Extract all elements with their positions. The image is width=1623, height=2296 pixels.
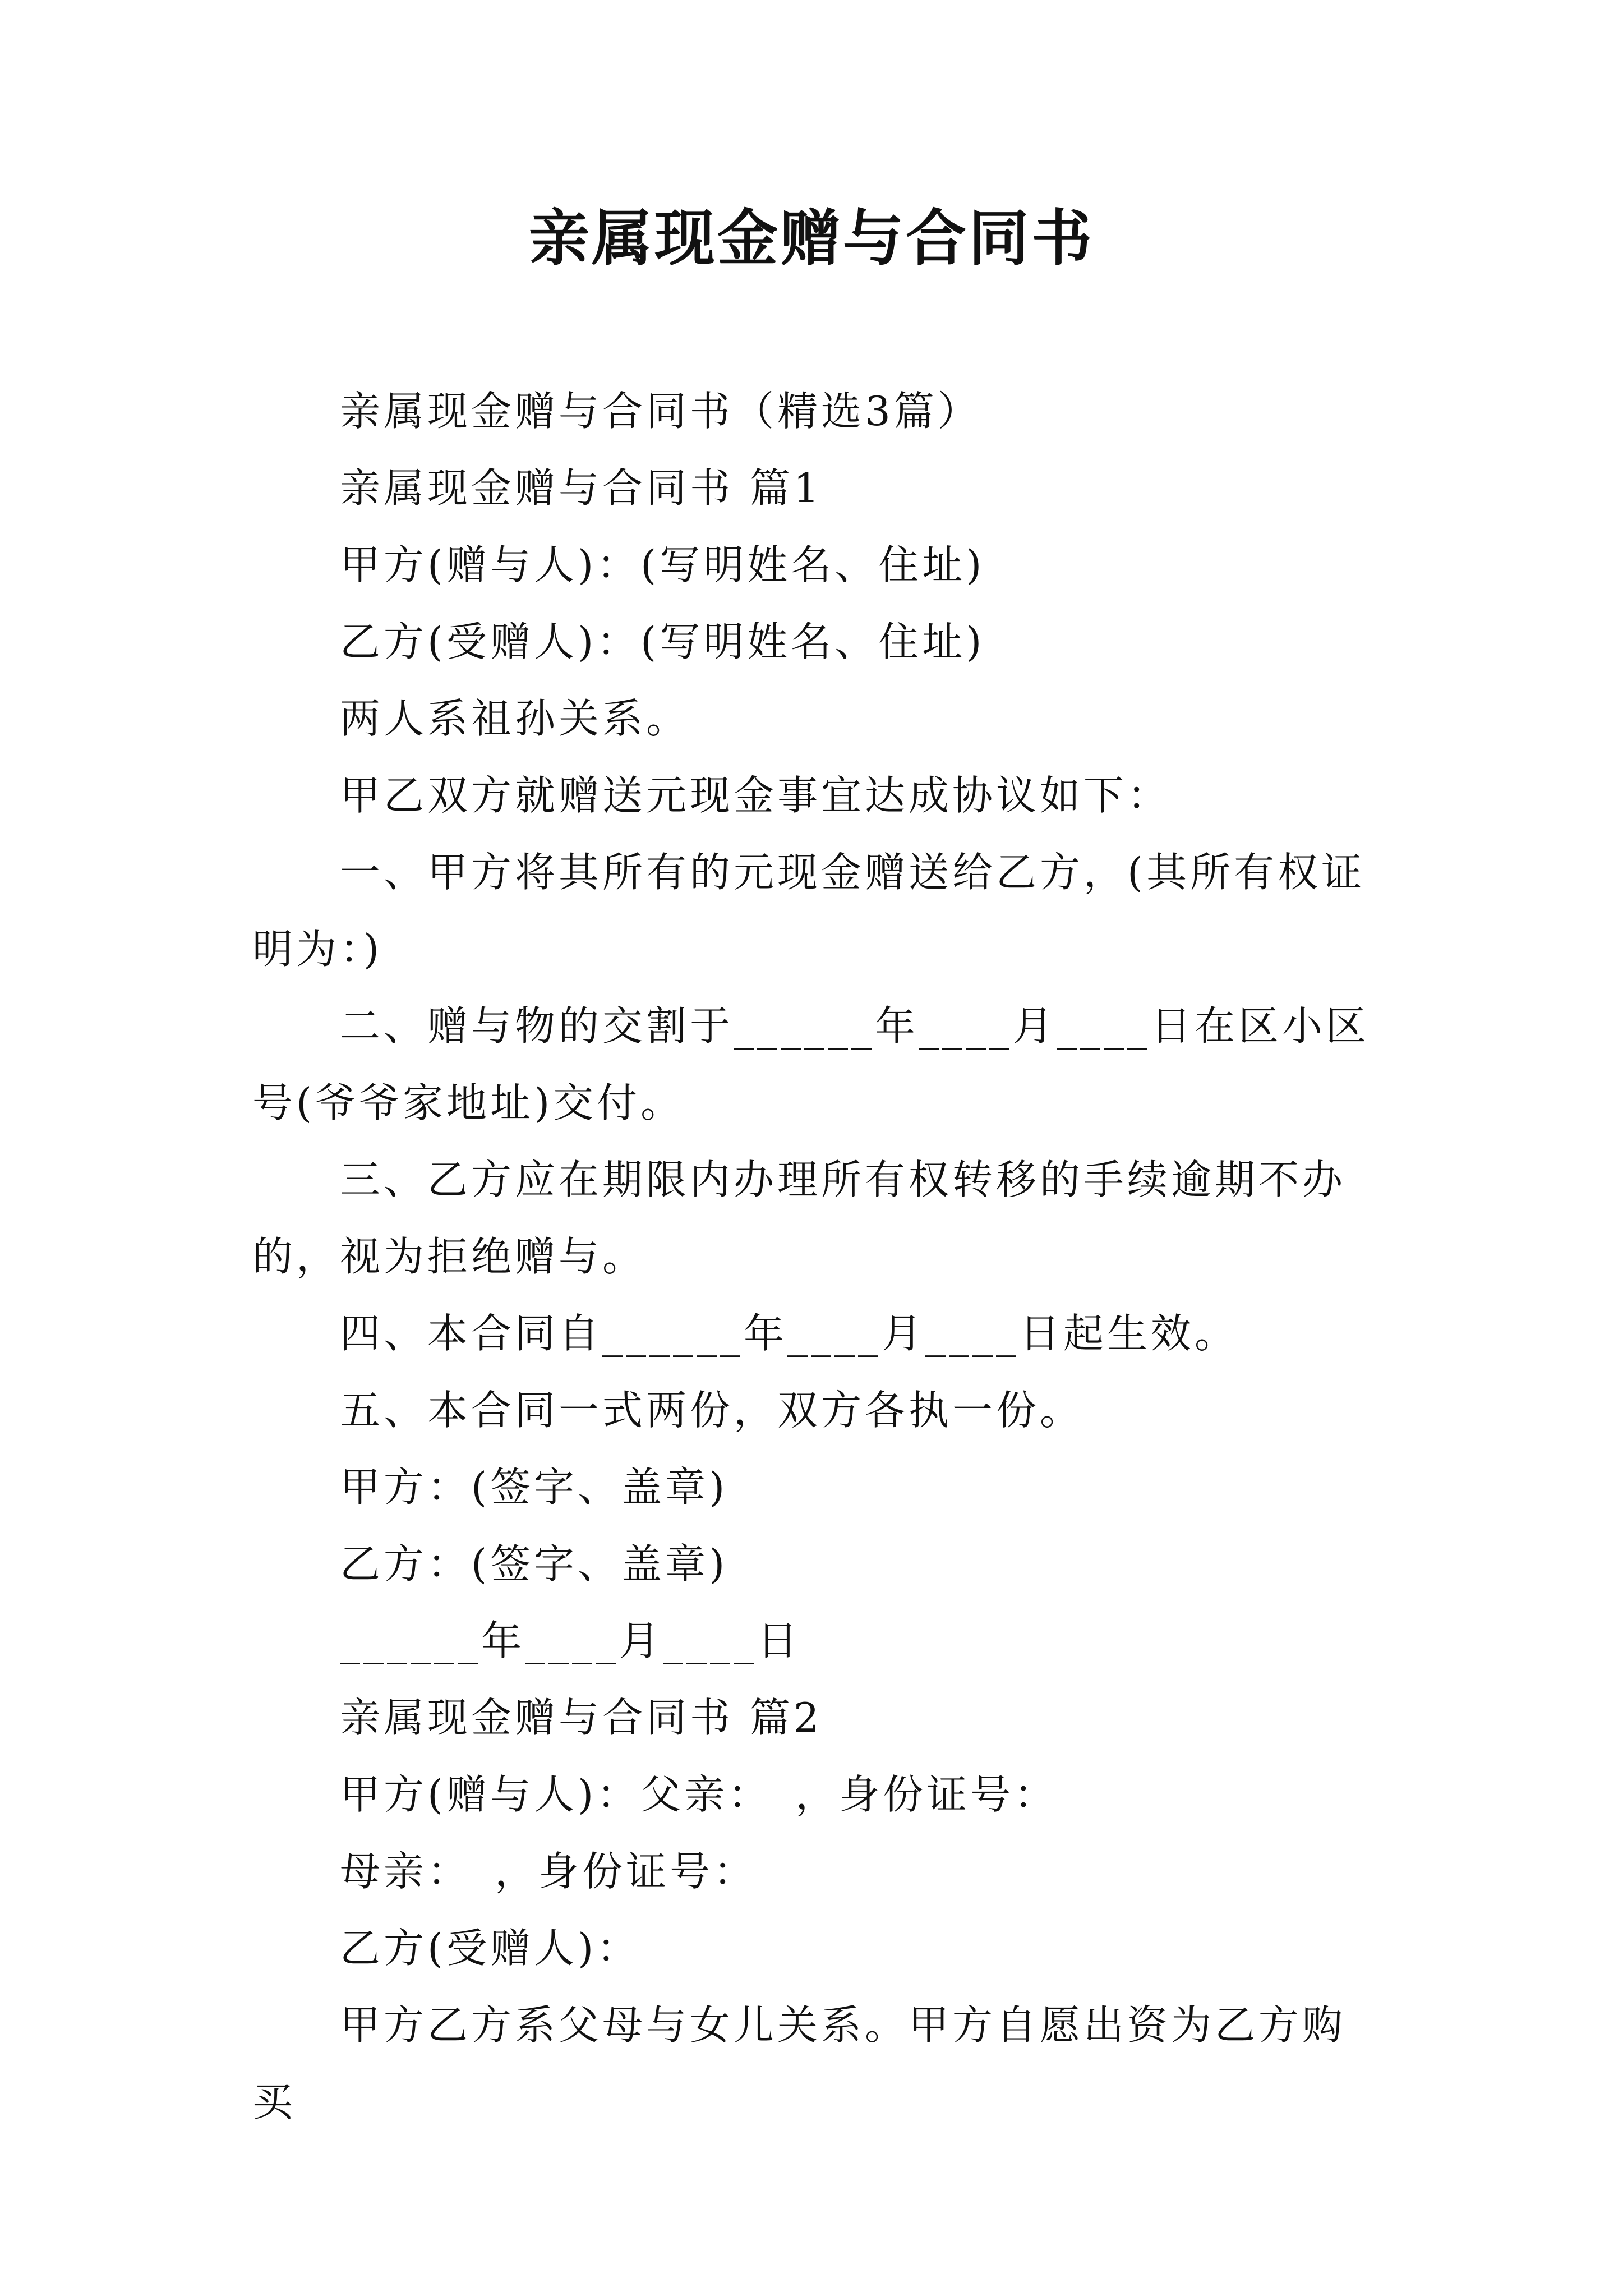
paragraph-clause-3: 三、乙方应在期限内办理所有权转移的手续逾期不办的，视为拒绝赠与。 <box>252 1156 1347 1280</box>
paragraph-clause-1: 一、甲方将其所有的元现金赠送给乙方，(其所有权证明为：) <box>252 849 1366 973</box>
document-body <box>252 373 1386 2141</box>
paragraph-clause-5: 五、本合同一式两份，双方各执一份。 <box>340 1387 1084 1434</box>
paragraph-signature-a: 甲方：(签字、盖章) <box>340 1464 728 1511</box>
paragraph-clause-2: 二、赠与物的交割于______年____月____日在区小区号(爷爷家地址)交付。 <box>252 1002 1370 1126</box>
paragraph-subtitle: 亲属现金赠与合同书（精选3篇） <box>340 388 981 435</box>
paragraph-relationship-2: 甲方乙方系父母与女儿关系。甲方自愿出资为乙方购买 <box>252 2001 1347 2125</box>
paragraph-party-b-2: 乙方(受赠人)： <box>340 1925 641 1972</box>
document-title: 亲属现金赠与合同书 <box>528 203 1094 274</box>
paragraph-party-a: 甲方(赠与人)：(写明姓名、住址) <box>340 541 985 588</box>
paragraph-signature-b: 乙方：(签字、盖章) <box>340 1540 728 1588</box>
paragraph-section-heading-2: 亲属现金赠与合同书 篇2 <box>340 1694 823 1741</box>
paragraph-date-line: ______年____月____日 <box>340 1617 801 1664</box>
paragraph-party-a-mother: 母亲： ，身份证号： <box>340 1848 758 1895</box>
paragraph-party-b: 乙方(受赠人)：(写明姓名、住址) <box>340 618 985 665</box>
paragraph-relationship: 两人系祖孙关系。 <box>340 695 690 742</box>
paragraph-clause-4: 四、本合同自______年____月____日起生效。 <box>340 1310 1239 1357</box>
paragraph-agreement-intro: 甲乙双方就赠送元现金事宜达成协议如下： <box>340 772 1172 819</box>
paragraph-section-heading-1: 亲属现金赠与合同书 篇1 <box>340 464 823 512</box>
paragraph-party-a-father: 甲方(赠与人)：父亲： ，身份证号： <box>340 1771 1058 1818</box>
